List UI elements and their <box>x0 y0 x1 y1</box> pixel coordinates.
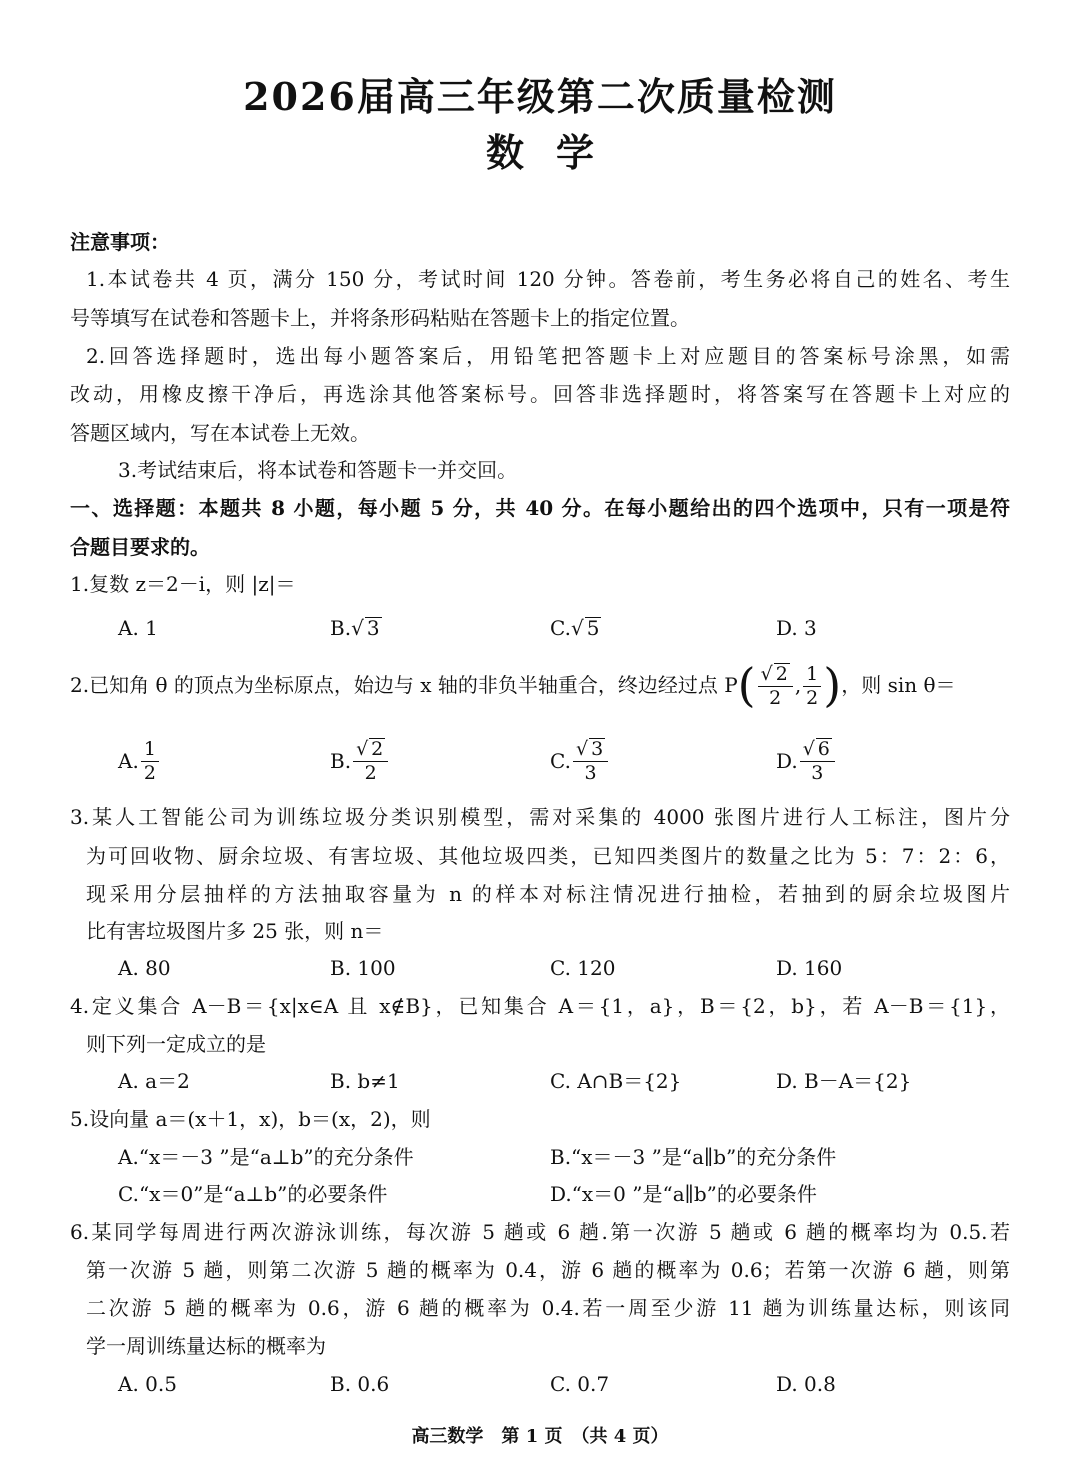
q5-stem: 5.设向量 a＝(x＋1，x)，b＝(x，2)，则 <box>70 1107 431 1131</box>
q4-stem-a: 4.定义集合 A－B＝{x|x∈A 且 x∉B}，已知集合 A＝{1，a}，B＝{2，b}，若 A－B＝{1}， <box>70 994 1010 1018</box>
q3-stem-d: 比有害垃圾图片多 25 张，则 n＝ <box>86 919 384 943</box>
section1-heading-cont: 合题目要求的。 <box>70 535 210 559</box>
notice-2b: 改动，用橡皮擦干净后，再选涂其他答案标号。回答非选择题时，将答案写在答题卡上对应的 <box>70 382 1010 406</box>
q3-option-c: C. 120 <box>550 956 616 980</box>
q6-stem-c: 二次游 5 趟的概率为 0.6，游 6 趟的概率为 0.4.若一周至少游 11 趟为训练量达标，则该同 <box>86 1296 1010 1320</box>
q1-option-c: C.√ 5 <box>550 616 600 640</box>
q6-option-b: B. 0.6 <box>330 1372 390 1396</box>
notice-1b: 号等填写在试卷和答题卡上，并将条形码粘贴在答题卡上的指定位置。 <box>70 306 690 330</box>
q4-stem-b: 则下列一定成立的是 <box>86 1032 266 1056</box>
subject-char-1: 数 <box>485 130 524 175</box>
subject-char-2: 学 <box>556 130 595 175</box>
notice-1a: 1.本试卷共 4 页，满分 150 分，考试时间 120 分钟。答卷前，考生务必将自己的姓名、考生 <box>86 267 1010 291</box>
q6-stem-d: 学一周训练量达标的概率为 <box>86 1334 326 1358</box>
q2-option-c: C. $\frac{√ 3}{3}$ <box>550 737 610 784</box>
q3-option-b: B. 100 <box>330 956 396 980</box>
q6-stem-b: 第一次游 5 趟，则第二次游 5 趟的概率为 0.4，游 6 趟的概率为 0.6；若第一次游 6 趟，则第 <box>86 1258 1010 1282</box>
page-footer: 高三数学 第 1 页 （共 4 页） <box>411 1426 669 1447</box>
notice-3: 3.考试结束后，将本试卷和答题卡一并交回。 <box>118 458 518 482</box>
exam-title: 2026届高三年级第二次质量检测 <box>243 74 837 119</box>
q5-option-d: D.“x＝0 ”是“a∥b”的必要条件 <box>550 1182 817 1206</box>
q1-stem: 1.复数 z＝2－i，则 |z|＝ <box>70 572 296 596</box>
notice-2c: 答题区域内，写在本试卷上无效。 <box>70 421 370 445</box>
notice-heading: 注意事项： <box>70 230 170 254</box>
q6-option-c: C. 0.7 <box>550 1372 610 1396</box>
subject-title <box>0 122 1080 177</box>
section1-heading: 一、选择题：本题共 8 小题，每小题 5 分，共 40 分。在每小题给出的四个选项中，只有一项是符 <box>70 496 1010 520</box>
q1-option-a: A. 1 <box>118 616 158 640</box>
q2-option-a: A. $\frac{1}{2}$ <box>118 737 161 784</box>
q3-stem-a: 3.某人工智能公司为训练垃圾分类识别模型，需对采集的 4000 张图片进行人工标注，图片分 <box>70 805 1010 829</box>
q4-option-d: D. B－A＝{2} <box>776 1069 912 1093</box>
q5-option-b: B.“x＝－3 ”是“a∥b”的充分条件 <box>550 1145 837 1169</box>
q4-option-a: A. a＝2 <box>118 1069 190 1093</box>
q2-stem: 2.已知角 θ 的顶点为坐标原点，始边与 x 轴的非负半轴重合，终边经过点 P ( $\frac{√ 2}{2}$ , $\frac{1}{2}$ ) ，则 sin θ＝ <box>70 658 956 712</box>
q3-option-d: D. 160 <box>776 956 843 980</box>
q6-option-d: D. 0.8 <box>776 1372 836 1396</box>
q2-option-d: D. $\frac{√ 6}{3}$ <box>776 737 837 784</box>
q4-option-c: C. A∩B＝{2} <box>550 1069 682 1093</box>
q4-option-b: B. b≠1 <box>330 1069 400 1093</box>
q5-option-c: C.“x＝0”是“a⊥b”的必要条件 <box>118 1182 388 1206</box>
q1-option-d: D. 3 <box>776 616 817 640</box>
notice-2a: 2.回答选择题时，选出每小题答案后，用铅笔把答题卡上对应题目的答案标号涂黑，如需 <box>86 344 1010 368</box>
q1-option-b: B.√ 3 <box>330 616 380 640</box>
q3-option-a: A. 80 <box>118 956 171 980</box>
q3-stem-c: 现采用分层抽样的方法抽取容量为 n 的样本对标注情况进行抽检，若抽到的厨余垃圾图片 <box>86 882 1010 906</box>
q6-option-a: A. 0.5 <box>118 1372 177 1396</box>
q3-stem-b: 为可回收物、厨余垃圾、有害垃圾、其他垃圾四类，已知四类图片的数量之比为 5：7：2：6， <box>86 844 1010 868</box>
q2-option-b: B. $\frac{√ 2}{2}$ <box>330 737 390 784</box>
q5-option-a: A.“x＝－3 ”是“a⊥b”的充分条件 <box>118 1145 414 1169</box>
q6-stem-a: 6.某同学每周进行两次游泳训练，每次游 5 趟或 6 趟.第一次游 5 趟或 6 趟的概率均为 0.5.若 <box>70 1220 1010 1244</box>
